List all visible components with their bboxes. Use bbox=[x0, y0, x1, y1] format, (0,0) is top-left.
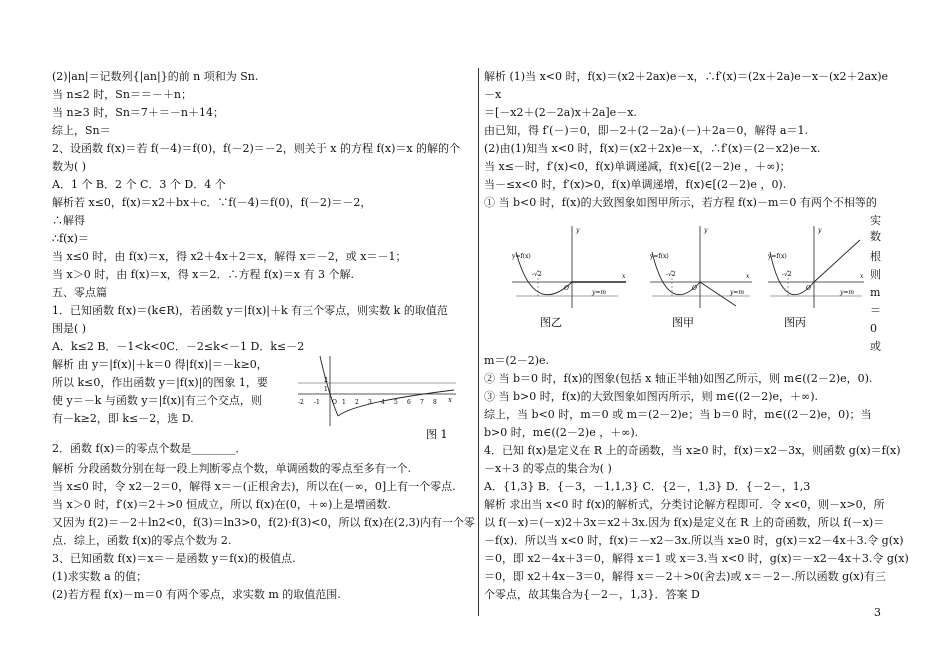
text-line: 解析 分段函数分别在每一段上判断零点个数，单调函数的零点至多有一个. bbox=[52, 462, 411, 475]
text-line: 2．函数 f(x)＝的零点个数是________． bbox=[52, 442, 247, 455]
text-char: 数 bbox=[870, 230, 881, 243]
text-char: 实 bbox=[870, 214, 881, 227]
line-label: y=m bbox=[730, 289, 745, 296]
y-tick-label: 2 bbox=[324, 377, 328, 384]
section-heading: 五、零点篇 bbox=[52, 286, 107, 299]
text-char: 0 bbox=[870, 322, 877, 335]
text-line: ∴解得 bbox=[52, 214, 85, 227]
y-axis-label: y bbox=[576, 227, 580, 234]
x-axis-label: x bbox=[746, 273, 750, 280]
text-line: (2)若方程 f(x)－m＝0 有两个零点，求实数 m 的取值范围. bbox=[52, 588, 341, 601]
figure-caption: 图甲 bbox=[672, 316, 694, 329]
text-line: 当 x＞0 时，由 f(x)＝x，得 x＝2．∴方程 f(x)＝x 有 3 个解. bbox=[52, 268, 354, 281]
tick-label: 6 bbox=[407, 399, 411, 406]
origin-label: O bbox=[806, 285, 811, 292]
tick-label: 4 bbox=[381, 399, 385, 406]
text-line: 由已知，得 f′(－)＝0，即－2＋(2－2a)·(－)＋2a＝0，解得 a＝1. bbox=[484, 124, 808, 137]
text-line: 综上，当 b<0 时，m＝0 或 m＝(2－2)e；当 b＝0 时，m∈((2－2)e，0)；当 bbox=[484, 408, 872, 421]
y-axis-label: y bbox=[818, 227, 822, 234]
text-line: －x＋3 的零点的集合为( ) bbox=[484, 462, 612, 475]
curve-label: y=f(x) bbox=[512, 253, 531, 260]
figure-caption: 图 1 bbox=[426, 428, 448, 441]
text-line: －x bbox=[484, 88, 502, 101]
text-line: 个零点，故其集合为{－2－，1,3}．答案 D bbox=[484, 588, 700, 601]
figure-jia-graph bbox=[646, 222, 756, 334]
tick-label: 3 bbox=[368, 399, 372, 406]
tick-label: 8 bbox=[433, 399, 437, 406]
text-line: 所以 k≤0，作出函数 y＝|f(x)|的图象 1，要 bbox=[52, 376, 268, 389]
text-char: 根 bbox=[870, 250, 881, 263]
y-axis-label: y bbox=[704, 227, 708, 234]
text-line: (1)求实数 a 的值； bbox=[52, 570, 148, 583]
text-line: A．{1,3} B．{－3，－1,1,3} C．{2－，1,3} D．{－2－，1,3 bbox=[484, 480, 811, 493]
figure-1-graph bbox=[296, 352, 458, 442]
curve-label: y=f(x) bbox=[650, 253, 669, 260]
x-axis-label: x bbox=[622, 273, 626, 280]
text-line: ＝0，即 x2－4x＋3＝0，解得 x＝1 或 x＝3.当 x<0 时，g(x)＝－x2－4x＋3.令 g(x) bbox=[484, 552, 909, 565]
text-line: 当 x≤－时，f′(x)<0，f(x)单调递减，f(x)∈[(2－2)e ，＋∞)； bbox=[484, 160, 791, 173]
tick-label: -2 bbox=[298, 399, 304, 406]
figure-yi-graph bbox=[508, 222, 630, 334]
text-line: 2、设函数 f(x)＝若 f(－4)＝f(0)，f(－2)＝－2，则关于 x 的方程 f(x)＝x 的解的个 bbox=[52, 142, 461, 155]
text-line: 点．综上，函数 f(x)的零点个数为 2. bbox=[52, 534, 232, 547]
text-line: (2)|an|＝记数列{|an|}的前 n 项和为 Sn. bbox=[52, 70, 259, 83]
text-line: 当 n≥3 时，Sn＝7＋＝－n＋14； bbox=[52, 106, 224, 119]
figure-caption: 图丙 bbox=[784, 316, 806, 329]
text-line: ① 当 b<0 时，f(x)的大致图象如图甲所示，若方程 f(x)－m＝0 有两个不相等的 bbox=[484, 196, 877, 209]
curve-label: y=f(x) bbox=[768, 253, 787, 260]
line-label: y=m bbox=[840, 289, 855, 296]
tick-label: -1 bbox=[314, 399, 320, 406]
text-line: 解析 (1)当 x<0 时，f(x)＝(x2＋2ax)e－x，∴f′(x)＝(2x＋2a)e－x－(x2＋2ax)e bbox=[484, 70, 889, 83]
text-line: A．1 个 B．2 个 C．3 个 D．4 个 bbox=[52, 178, 226, 191]
page-number: 3 bbox=[874, 606, 881, 619]
x-axis-label: x bbox=[448, 396, 452, 404]
text-line: 以 f(－x)＝(－x)2＋3x＝x2＋3x.因为 f(x)是定义在 R 上的奇函数，所以 f(－x)＝ bbox=[484, 516, 885, 529]
curve-left bbox=[320, 356, 338, 416]
text-line: 当－≤x<0 时，f′(x)>0，f(x)单调递增，f(x)∈[(2－2)e ，0). bbox=[484, 178, 787, 191]
text-char: 则 bbox=[870, 268, 881, 281]
text-char: 或 bbox=[870, 340, 881, 353]
text-line: ＝0，即 x2＋4x－3＝0，解得 x＝－2＋>0(舍去)或 x＝－2－.所以函数 g(x)有三 bbox=[484, 570, 886, 583]
root-label: -√2 bbox=[532, 271, 542, 278]
line-label: y=m bbox=[592, 289, 607, 296]
text-line: 当 x＞0 时，f′(x)＝2＋>0 恒成立，所以 f(x)在(0，＋∞)上是增函数. bbox=[52, 498, 391, 511]
text-line: b>0 时，m∈((2－2)e ，＋∞). bbox=[484, 426, 639, 439]
text-line: A．k≤2 B．－1<k<0C．－2≤k<－1 D．k≤－2 bbox=[52, 340, 305, 353]
text-line: 又因为 f(2)＝－2＋ln2<0，f(3)＝ln3>0，f(2)·f(3)<0，所以 f(x)在(2,3)内有一个零 bbox=[52, 516, 475, 529]
text-line: ③ 当 b>0 时，f(x)的大致图象如图丙所示，则 m∈((2－2)e，＋∞). bbox=[484, 390, 819, 403]
text-line: 当 n≤2 时，Sn＝＝－＋n； bbox=[52, 88, 192, 101]
text-line: 当 x≤0 时，由 f(x)＝x，得 x2＋4x＋2＝x，解得 x＝－2，或 x＝－1； bbox=[52, 250, 407, 263]
origin-label: O bbox=[332, 399, 337, 406]
text-line: ＝[－x2＋(2－2a)x＋2a]e－x. bbox=[484, 106, 637, 119]
column-divider bbox=[478, 68, 479, 616]
text-line: 解析 求出当 x<0 时 f(x)的解析式，分类讨论解方程即可．令 x<0，则－x>0，所 bbox=[484, 498, 885, 511]
figure-caption: 图乙 bbox=[540, 316, 562, 329]
text-line: 当 x≤0 时，令 x2－2＝0，解得 x＝－(正根舍去)，所以在(－∞，0]上有一个零点. bbox=[52, 480, 456, 493]
text-line: (2)由(1)知当 x<0 时，f(x)＝(x2＋2x)e－x，∴f′(x)＝(2－x2)e－x. bbox=[484, 142, 821, 155]
origin-label: O bbox=[564, 285, 569, 292]
y-tick-label: 1 bbox=[324, 386, 328, 393]
text-char: m bbox=[870, 286, 881, 299]
tick-label: 5 bbox=[394, 399, 398, 406]
text-line: m＝(2－2)e. bbox=[484, 354, 550, 367]
text-line: 有－k≥2，即 k≤－2，选 D. bbox=[52, 412, 194, 425]
origin-label: O bbox=[692, 285, 697, 292]
text-line: 4．已知 f(x)是定义在 R 上的奇函数，当 x≥0 时，f(x)＝x2－3x，则函数 g(x)＝f(x) bbox=[484, 444, 901, 457]
text-line: 围是( ) bbox=[52, 322, 87, 335]
tick-label: 2 bbox=[355, 399, 359, 406]
tick-label: 1 bbox=[342, 399, 346, 406]
text-line: 数为( ) bbox=[52, 160, 87, 173]
root-label: -√2 bbox=[782, 271, 792, 278]
root-label: -√2 bbox=[666, 271, 676, 278]
text-line: ∴f(x)＝ bbox=[52, 232, 89, 245]
text-line: －f(x)．所以当 x<0 时，f(x)＝－x2－3x.所以当 x≥0 时，g(x)＝x2－4x＋3.令 g(x) bbox=[484, 534, 904, 547]
tick-label: 7 bbox=[420, 399, 424, 406]
figure-bing-graph bbox=[764, 222, 868, 334]
text-line: 3、已知函数 f(x)＝x＝－是函数 y＝f(x)的极值点. bbox=[52, 552, 296, 565]
text-line: 综上，Sn＝ bbox=[52, 124, 111, 137]
text-line: 使 y＝－k 与函数 y＝|f(x)|有三个交点，则 bbox=[52, 394, 262, 407]
text-line: 解析若 x≤0，f(x)＝x2＋bx＋c．∵f(－4)＝f(0)，f(－2)＝－2， bbox=[52, 196, 372, 209]
text-line: ② 当 b＝0 时，f(x)的图象(包括 x 轴正半轴)如图乙所示，则 m∈((2－2)e，0). bbox=[484, 372, 873, 385]
text-line: 1．已知函数 f(x)＝(k∈R)，若函数 y＝|f(x)|＋k 有三个零点，则实数 k 的取值范 bbox=[52, 304, 448, 317]
x-axis-label: x bbox=[860, 273, 864, 280]
line-increasing bbox=[814, 240, 860, 282]
text-line: 解析 由 y＝|f(x)|＋k＝0 得|f(x)|＝－k≥0， bbox=[52, 358, 268, 371]
text-char: ＝ bbox=[870, 304, 881, 317]
